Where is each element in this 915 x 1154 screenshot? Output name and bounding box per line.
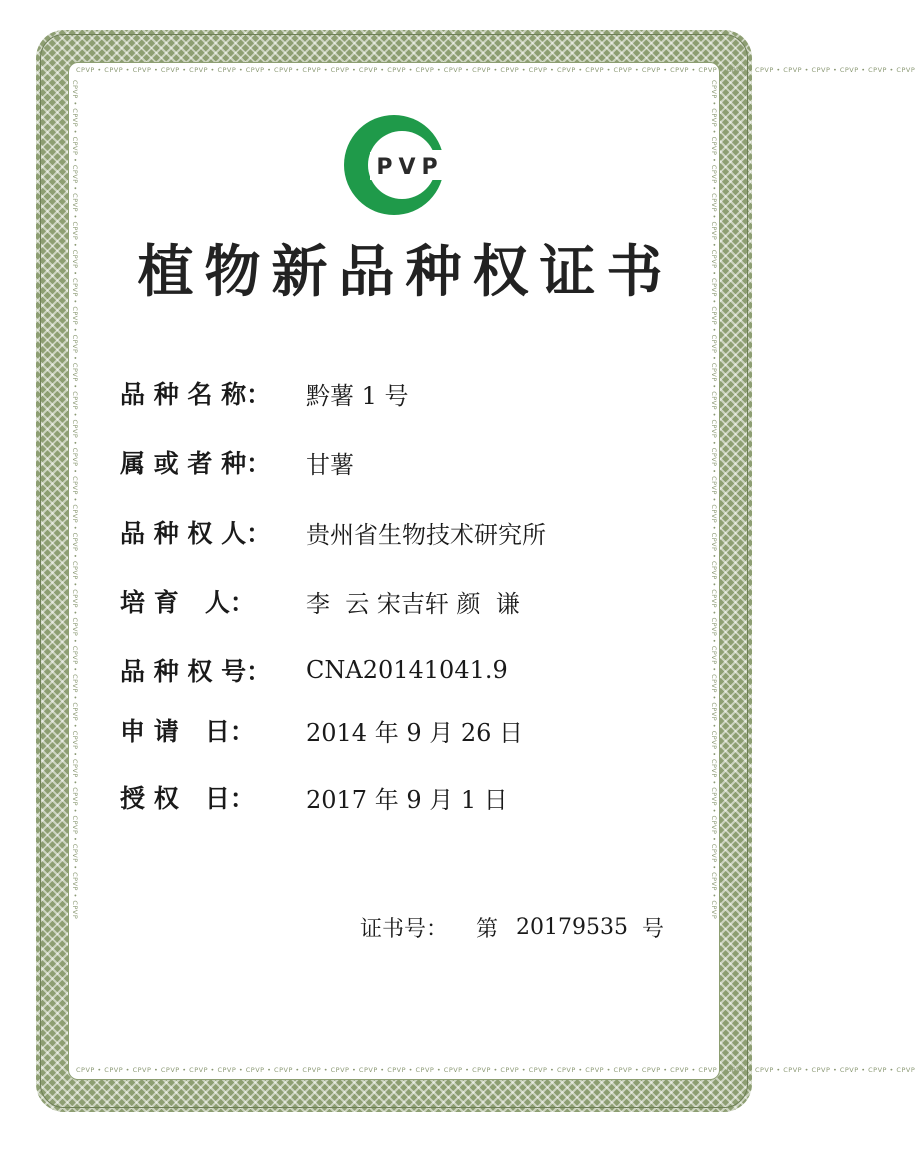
field-value: CNA20141041.9 (306, 656, 508, 684)
field-value: 甘薯 (306, 450, 354, 479)
field-row-breeders (120, 581, 520, 621)
field-label: 属 或 者 种： (120, 449, 272, 478)
field-row-right-holder (120, 512, 546, 552)
certificate-number-value: 20179535 (516, 914, 628, 940)
border-microtext-bottom: CPVP • CPVP • CPVP • CPVP • CPVP • CPVP • CPVP • CPVP • CPVP • CPVP • CPVP • CPVP • CPVP • CPVP • CPVP • CPVP • CPVP • CPVP • CPVP • CPVP • CPVP • CPVP • CPVP • CPVP • CPVP • CPVP • CPVP • CPVP • CPVP • CPVP (76, 1066, 915, 1074)
certificate-number-label: 证书号： (360, 916, 449, 942)
field-value: 2017 年 9 月 1 日 (306, 785, 508, 814)
field-label: 品 种 名 称： (120, 380, 272, 409)
field-label: 授 权 日： (120, 784, 255, 813)
field-row-grant-date (120, 777, 508, 817)
field-row-variety-name (120, 373, 409, 413)
field-row-right-number (120, 650, 508, 690)
field-label: 申 请 日： (120, 717, 255, 746)
border-microtext-left: CPVP • CPVP • CPVP • CPVP • CPVP • CPVP • CPVP • CPVP • CPVP • CPVP • CPVP • CPVP • CPVP • CPVP • CPVP • CPVP • CPVP • CPVP • CPVP • CPVP • CPVP • CPVP • CPVP • CPVP • CPVP • CPVP • CPVP • CPVP • CPVP • CPVP (71, 80, 79, 920)
field-value: 黔薯 1 号 (306, 381, 409, 410)
border-microtext-right: CPVP • CPVP • CPVP • CPVP • CPVP • CPVP • CPVP • CPVP • CPVP • CPVP • CPVP • CPVP • CPVP • CPVP • CPVP • CPVP • CPVP • CPVP • CPVP • CPVP • CPVP • CPVP • CPVP • CPVP • CPVP • CPVP • CPVP • CPVP • CPVP • CPVP (710, 80, 718, 920)
certificate-number-prefix: 第 (476, 916, 499, 942)
field-value: 2014 年 9 月 26 日 (306, 718, 524, 747)
certificate-number-suffix: 号 (642, 916, 665, 942)
field-row-application-date (120, 710, 523, 750)
field-value: 李 云 宋吉轩 颜 谦 (306, 589, 520, 618)
certificate-title: 植物新品种权证书 (137, 240, 674, 305)
logo-text: PVP (376, 155, 444, 180)
field-row-genus-species (120, 442, 354, 482)
certificate-number (360, 910, 664, 944)
cpvp-logo-icon (336, 112, 452, 218)
field-label: 品 种 权 人： (120, 519, 272, 548)
field-label: 品 种 权 号： (120, 657, 272, 686)
field-value: 贵州省生物技术研究所 (306, 520, 546, 549)
border-microtext-top: CPVP • CPVP • CPVP • CPVP • CPVP • CPVP • CPVP • CPVP • CPVP • CPVP • CPVP • CPVP • CPVP • CPVP • CPVP • CPVP • CPVP • CPVP • CPVP • CPVP • CPVP • CPVP • CPVP • CPVP • CPVP • CPVP • CPVP • CPVP • CPVP • CPVP (76, 66, 915, 74)
field-label: 培 育 人： (120, 588, 255, 617)
